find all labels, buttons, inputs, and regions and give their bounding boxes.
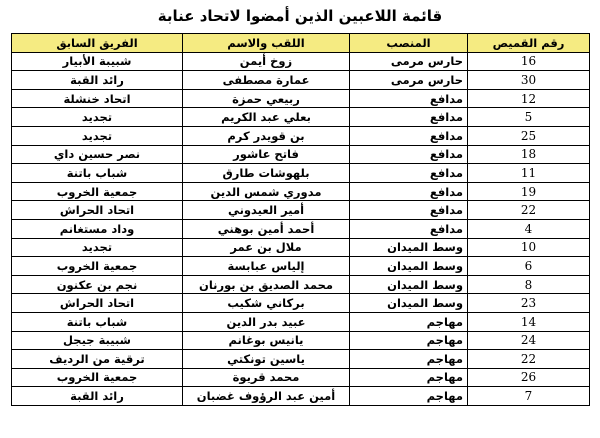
table-row [12, 257, 590, 276]
player-name-cell: أحمد أمين بوهني [183, 219, 350, 238]
position-cell: مهاجم [350, 387, 468, 406]
player-name-cell: ياسين تونكتي [183, 350, 350, 369]
column-header-previous-team: الفريق السابق [12, 34, 183, 53]
position-cell: مدافع [350, 108, 468, 127]
table-row [12, 312, 590, 331]
jersey-number-cell: 4 [468, 219, 590, 238]
position-cell: وسط الميدان [350, 275, 468, 294]
table-row [12, 294, 590, 313]
jersey-number-cell: 22 [468, 350, 590, 369]
previous-team-cell: اتحاد خنشلة [12, 89, 183, 108]
position-cell: وسط الميدان [350, 257, 468, 276]
position-cell: مدافع [350, 145, 468, 164]
player-name-cell: فاتح عاشور [183, 145, 350, 164]
position-cell: مدافع [350, 219, 468, 238]
previous-team-cell: اتحاد الحراش [12, 294, 183, 313]
player-name-cell: عبيد بدر الدين [183, 312, 350, 331]
jersey-number-cell: 8 [468, 275, 590, 294]
table-header-row [12, 34, 590, 53]
jersey-number-cell: 18 [468, 145, 590, 164]
position-cell: مدافع [350, 201, 468, 220]
jersey-number-cell: 10 [468, 238, 590, 257]
table-row [12, 182, 590, 201]
player-name-cell: بعلي عبد الكريم [183, 108, 350, 127]
position-cell: مدافع [350, 164, 468, 183]
previous-team-cell: تجديد [12, 238, 183, 257]
player-name-cell: ربيعي حمزة [183, 89, 350, 108]
position-cell: مهاجم [350, 331, 468, 350]
position-cell: مهاجم [350, 312, 468, 331]
previous-team-cell: وداد مستغانم [12, 219, 183, 238]
table-row [12, 219, 590, 238]
position-cell: مدافع [350, 182, 468, 201]
player-name-cell: بركاني شكيب [183, 294, 350, 313]
position-cell: حارس مرمى [350, 71, 468, 90]
player-name-cell: أمين عبد الرؤوف غضبان [183, 387, 350, 406]
jersey-number-cell: 25 [468, 126, 590, 145]
jersey-number-cell: 22 [468, 201, 590, 220]
previous-team-cell: شباب باتنة [12, 164, 183, 183]
player-name-cell: مدوري شمس الدين [183, 182, 350, 201]
position-cell: وسط الميدان [350, 238, 468, 257]
previous-team-cell: رائد القبة [12, 387, 183, 406]
previous-team-cell: جمعية الخروب [12, 182, 183, 201]
previous-team-cell: نجم بن عكنون [12, 275, 183, 294]
position-cell: مهاجم [350, 350, 468, 369]
previous-team-cell: ترقية من الرديف [12, 350, 183, 369]
player-name-cell: عمارة مصطفى [183, 71, 350, 90]
table-row [12, 108, 590, 127]
previous-team-cell: تجديد [12, 108, 183, 127]
document-title: قائمة اللاعبين الذين أمضوا لاتحاد عنابة [157, 7, 443, 25]
player-name-cell: زوخ أيمن [183, 52, 350, 71]
table-row [12, 275, 590, 294]
column-header-position: المنصب [350, 34, 468, 53]
player-name-cell: إلياس عبابسة [183, 257, 350, 276]
table-row [12, 238, 590, 257]
player-name-cell: محمد الصديق بن بورنان [183, 275, 350, 294]
jersey-number-cell: 19 [468, 182, 590, 201]
position-cell: مدافع [350, 126, 468, 145]
previous-team-cell: شباب باتنة [12, 312, 183, 331]
previous-team-cell: اتحاد الحراش [12, 201, 183, 220]
jersey-number-cell: 26 [468, 368, 590, 387]
table-row [12, 52, 590, 71]
player-name-cell: أمير العيدوني [183, 201, 350, 220]
jersey-number-cell: 7 [468, 387, 590, 406]
column-header-name: اللقب والاسم [183, 34, 350, 53]
table-row [12, 126, 590, 145]
jersey-number-cell: 23 [468, 294, 590, 313]
table-row [12, 164, 590, 183]
previous-team-cell: جمعية الخروب [12, 257, 183, 276]
jersey-number-cell: 5 [468, 108, 590, 127]
player-name-cell: ملال بن عمر [183, 238, 350, 257]
table-row [12, 331, 590, 350]
jersey-number-cell: 6 [468, 257, 590, 276]
previous-team-cell: رائد القبة [12, 71, 183, 90]
table-row [12, 201, 590, 220]
column-header-number: رقم القميص [468, 34, 590, 53]
table-body [12, 52, 590, 405]
position-cell: وسط الميدان [350, 294, 468, 313]
position-cell: حارس مرمى [350, 52, 468, 71]
previous-team-cell: نصر حسين داي [12, 145, 183, 164]
jersey-number-cell: 14 [468, 312, 590, 331]
jersey-number-cell: 12 [468, 89, 590, 108]
table-row [12, 350, 590, 369]
table-row [12, 145, 590, 164]
player-name-cell: بن قويدر كرم [183, 126, 350, 145]
player-name-cell: محمد قريوة [183, 368, 350, 387]
previous-team-cell: تجديد [12, 126, 183, 145]
players-table [11, 33, 590, 406]
table-row [12, 71, 590, 90]
table-row [12, 387, 590, 406]
table-row [12, 89, 590, 108]
table-row [12, 368, 590, 387]
jersey-number-cell: 24 [468, 331, 590, 350]
player-name-cell: يانيس بوغانم [183, 331, 350, 350]
player-name-cell: بلهوشات طارق [183, 164, 350, 183]
previous-team-cell: جمعية الخروب [12, 368, 183, 387]
position-cell: مدافع [350, 89, 468, 108]
previous-team-cell: شبيبة جيجل [12, 331, 183, 350]
previous-team-cell: شبيبة الأبيار [12, 52, 183, 71]
jersey-number-cell: 11 [468, 164, 590, 183]
jersey-number-cell: 30 [468, 71, 590, 90]
position-cell: مهاجم [350, 368, 468, 387]
jersey-number-cell: 16 [468, 52, 590, 71]
